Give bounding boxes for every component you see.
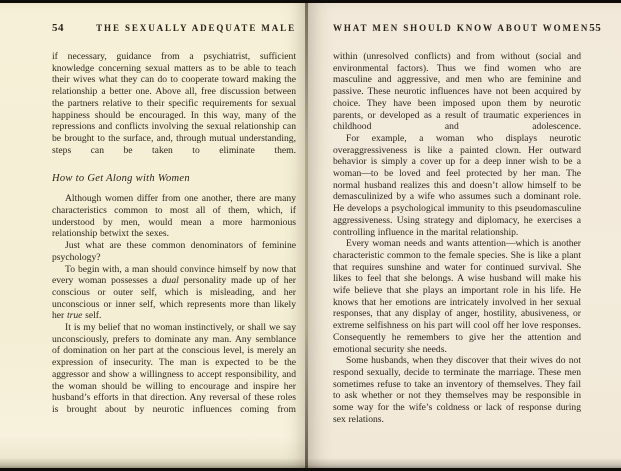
left-page [0,3,307,468]
paragraph-continuation: if necessary, guidance from a psychiatrist, sufficient knowledge concerning sexual matters as to be able to teach their wives what they can do to cooperate toward making the relationship a better one. Above all, free discussion between the partners relative to their specific requirements for sexual happiness should be encouraged. In this way, many of the repressions and conflicts involving the sexual relationship can be brought to the surface, and, through mutual understanding, steps can be taken to eliminate them. [52,51,296,156]
paragraph: For example, a woman who displays neurotic overaggressiveness is like a painted clown. Her outward behavior is simply a cover up for a deep inner wish to be a woman—to be loved and feel protected by her man. The normal husband realizes this and doesn’t allow himself to be demasculinized by a wife who assumes such a dominant role. He develops a psychological immunity to this pseudomasculine aggressiveness. Using strategy and diplomacy, he exercises a controlling influence in the marital relationship. [333,132,581,238]
right-body-text [333,51,581,426]
section-heading: How to Get Along with Women [52,173,190,185]
paragraph: Although women differ from one another, there are many characteristics common to most all of them, which, if understood by men, would mean a more harmonious relationship betwixt the sexes. [52,193,296,240]
right-page [307,3,621,468]
paragraph: Just what are these common denominators of feminine psychology? [52,240,296,263]
right-running-header-title: WHAT MEN SHOULD KNOW ABOUT WOMEN [333,23,590,33]
left-running-head [52,22,296,34]
paragraph: Every woman needs and wants attention—which is another characteristic common to the female species. She is like a plant that requires sunshine and water for continued survival. She likes to feel that she belongs. A wise husband will make his wife believe that she plays an important role in his life. He knows that her emotions are intricately involved in her sexual responses, that any display of anger, hostility, abusiveness, or extreme selfishness on his part will cool off her love responses. Consequently he remembers to give her the attention and emotional security she needs. [333,238,581,355]
left-running-header-title: THE SEXUALLY ADEQUATE MALE [96,23,296,33]
right-running-head [333,22,602,34]
paragraph-dual-personality [52,264,296,323]
left-body-text [52,51,296,416]
italic-word: dual [161,275,179,287]
paragraph-text: self. [82,310,102,322]
gutter-shadow [305,3,308,468]
right-page-content [333,22,602,426]
right-page-number: 55 [589,22,602,34]
left-page-content [52,22,296,416]
paragraph-text: To begin with, a man should convince himself by now that every woman possesses a [52,263,296,287]
italic-word: true [66,310,83,322]
book-spread [0,3,621,468]
paragraph-closing: It is my belief that no woman instinctively, or shall we say unconsciously, prefers to dominate any man. Any semblance of domination on her part at the conscious level, is merely an expression of insecurity. The man is expected to be the aggressor and show a willingness to accept responsibility, and the woman should be willing to encourage and inspire her husband’s efforts in that direction. Any reversal of these roles is brought about by neurotic influences coming from [52,322,296,415]
paragraph-continuation: within (unresolved conflicts) and from without (social and environmental factors). Thus we find women who are masculine and aggressive, and men who are feminine and passive. These neurotic influences have not been acquired by choice. They have been imposed upon them by neurotic parents, or developed as a result of traumatic experiences in childhood and adolescence. [333,51,581,133]
paragraph: Some husbands, when they discover that their wives do not respond sexually, decide to terminate the marriage. These men sometimes refuse to take an inventory of themselves. They fail to ask whether or not they themselves may be responsible in some way for the wife’s coldness or lack of response during sex relations. [333,355,581,425]
left-page-number: 54 [52,22,64,34]
paragraph-text: personality made up of her conscious or outer self, which is misleading, and her unconscious or inner self, which represents more than likely her [52,275,296,322]
